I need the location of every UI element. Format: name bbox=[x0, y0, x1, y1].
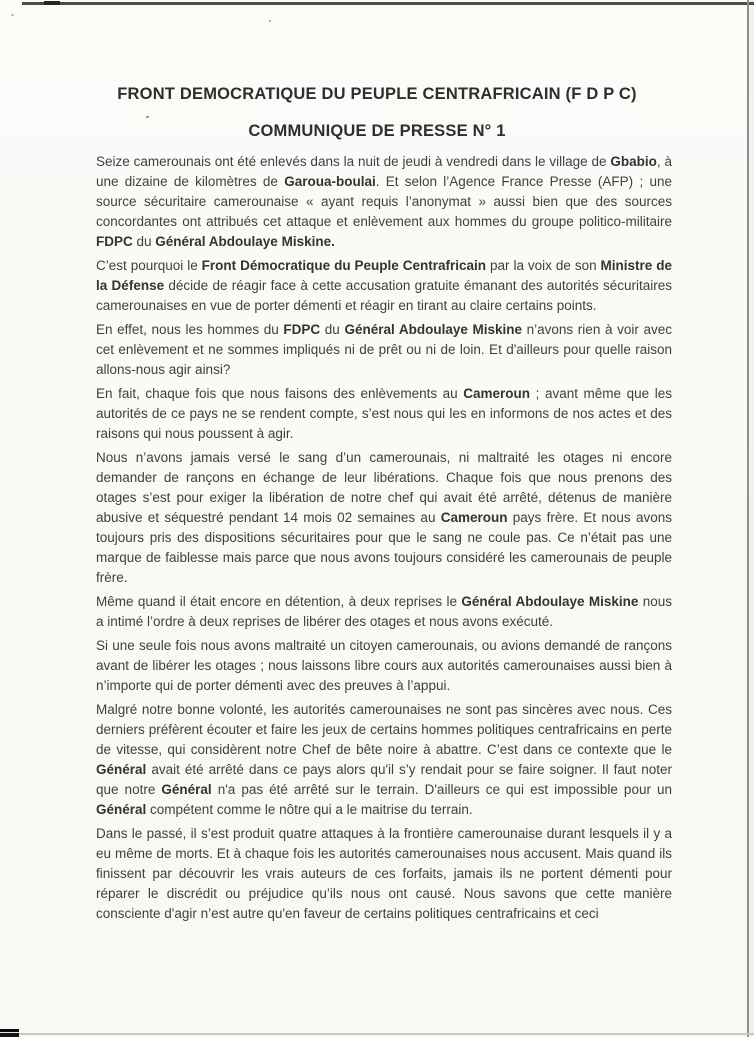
paragraph bbox=[96, 592, 672, 632]
text-run: du bbox=[320, 322, 345, 337]
bold-text-run: Ministre de la Défense bbox=[96, 258, 673, 293]
text-run: du bbox=[132, 234, 156, 249]
scan-right-gutter bbox=[749, 0, 754, 1037]
bold-text-run: Front Démocratique du Peuple Centrafricain bbox=[201, 258, 487, 273]
scan-edge-bottom bbox=[0, 1033, 754, 1035]
bold-text-run: Général bbox=[96, 762, 147, 777]
text-run: En effet, nous les hommes du bbox=[96, 322, 284, 337]
paragraph bbox=[96, 700, 672, 820]
scan-edge-top-mark bbox=[44, 1, 60, 5]
document-subtitle: COMMUNIQUE DE PRESSE N° 1 bbox=[248, 122, 506, 140]
text-run: En fait, chaque fois que nous faisons des enlèvements au bbox=[96, 386, 464, 401]
text-run: Malgré notre bonne volonté, les autorités camerounaises ne sont pas sincères avec nous. Ces derniers préfèrent écouter et faire les jeux de certains hommes politiques centrafricains en perte de vitesse, qui considèrent notre Chef de bête noire à abattre. C’est dans ce contexte que le bbox=[96, 702, 672, 757]
text-run: ; avant même que les autorités de ce pays ne se rendent compte, s’est nous qui les en informons de nos actes et des raisons qui nous poussent à agir. bbox=[96, 386, 672, 441]
text-run: Même quand il était encore en détention, à deux reprises le bbox=[96, 594, 462, 609]
scan-edge-right bbox=[747, 0, 749, 1037]
paragraph bbox=[96, 636, 672, 696]
paragraph bbox=[96, 152, 672, 252]
bold-text-run: Général bbox=[161, 782, 212, 797]
bold-text-run: Cameroun bbox=[463, 386, 531, 401]
text-run: compétent comme le nôtre qui a le maitrise du terrain. bbox=[146, 802, 473, 817]
text-run: Dans le passé, il s’est produit quatre attaques à la frontière camerounaise durant lesquels il y a eu même de morts. Et à chaque fois les autorités camerounaises nous accusent. Mais quand ils finissent par découvrir les vrais auteurs de ces forfaits, jamais ils ne portent démenti pour réparer le discrédit ou préjudice qu’ils nous ont causé. Nous savons que cette manière consciente d'agir n’est autre qu'en faveur de certains politiques centrafricains et ceci bbox=[96, 826, 672, 921]
bold-text-run: Général bbox=[96, 802, 147, 817]
bold-text-run: Cameroun bbox=[440, 510, 508, 525]
paragraph bbox=[96, 320, 672, 380]
paragraph bbox=[96, 384, 672, 444]
scan-edge-top bbox=[22, 2, 754, 5]
bold-text-run: Garoua-boulai bbox=[284, 174, 376, 189]
text-run: , à une dizaine de kilomètres de bbox=[96, 154, 672, 189]
text-run: Nous n’avons jamais versé le sang d’un camerounais, ni maltraité les otages ni encore demander de rançons en échange de leur libérations. Chaque fois que nous prenons des otages s’est pour exiger la libération de notre chef qui avait été arrêté, détenus de manière abusive et séquestré pendant 14 mois 02 semaines au bbox=[96, 450, 672, 525]
text-run: Si une seule fois nous avons maltraité un citoyen camerounais, ou avions demandé de rançons avant de libérer les otages ; nous laissons libre cours aux autorités camerounaises aussi bien à n’importe qui de porter démenti avec des preuves à l’appui. bbox=[96, 638, 672, 693]
text-run: n'a pas été arrêté sur le terrain. D'ailleurs ce qui est impossible pour un bbox=[211, 782, 673, 797]
text-run: décide de réagir face à cette accusation gratuite émanant des autorités sécuritaires camerounaises en vue de porter démenti et réagir en tirant au claire certains points. bbox=[96, 278, 672, 313]
text-run: . Et selon l’Agence France Presse (AFP) ; une source sécuritaire camerounaise « ayant requis l’anonymat » aussi bien que des sources concordantes ont attribués cet attaque et enlèvement aux hommes du groupe politico-militaire bbox=[96, 174, 672, 229]
ink-speck bbox=[11, 14, 14, 16]
bold-text-run: Général Abdoulaye Miskine bbox=[461, 594, 639, 609]
paragraph bbox=[96, 448, 672, 588]
bold-text-run: FDPC bbox=[96, 234, 133, 249]
document-title: FRONT DEMOCRATIQUE DU PEUPLE CENTRAFRICAIN (F D P C) bbox=[117, 85, 637, 103]
text-run: Seize camerounais ont été enlevés dans la nuit de jeudi à vendredi dans le village de bbox=[96, 154, 611, 169]
bold-text-run: Général Abdoulaye Miskine. bbox=[155, 234, 335, 249]
text-run: par la voix de son bbox=[486, 258, 601, 273]
document-body bbox=[96, 152, 672, 928]
text-run: pays frère. Et nous avons toujours pris des dispositions sécuritaires pour que le sang ne coule pas. Ce n’était pas une marque de faiblesse mais parce que nous avons toujours considéré les camerounais de peuple frère. bbox=[96, 510, 672, 585]
text-run: C’est pourquoi le bbox=[96, 258, 202, 273]
bold-text-run: Gbabio bbox=[610, 154, 657, 169]
document-header bbox=[0, 84, 754, 141]
text-run: avait été arrêté dans ce pays alors qu'il s’y rendait pour se faire soigner. Il faut noter que notre bbox=[96, 762, 672, 797]
bold-text-run: FDPC bbox=[283, 322, 321, 337]
paragraph bbox=[96, 256, 672, 316]
ink-speck bbox=[269, 20, 271, 22]
scan-smudge-bottom-left bbox=[0, 1029, 19, 1037]
text-run: n’avons rien à voir avec cet enlèvement et ne sommes impliqués ni de prêt ou ni de loin. Et d'ailleurs pour quelle raison allons-nous agir ainsi? bbox=[96, 322, 672, 377]
bold-text-run: Général Abdoulaye Miskine bbox=[344, 322, 523, 337]
text-run: nous a intimé l’ordre à deux reprises de libérer des otages et nous avons exécuté. bbox=[96, 594, 672, 629]
paragraph bbox=[96, 824, 672, 924]
